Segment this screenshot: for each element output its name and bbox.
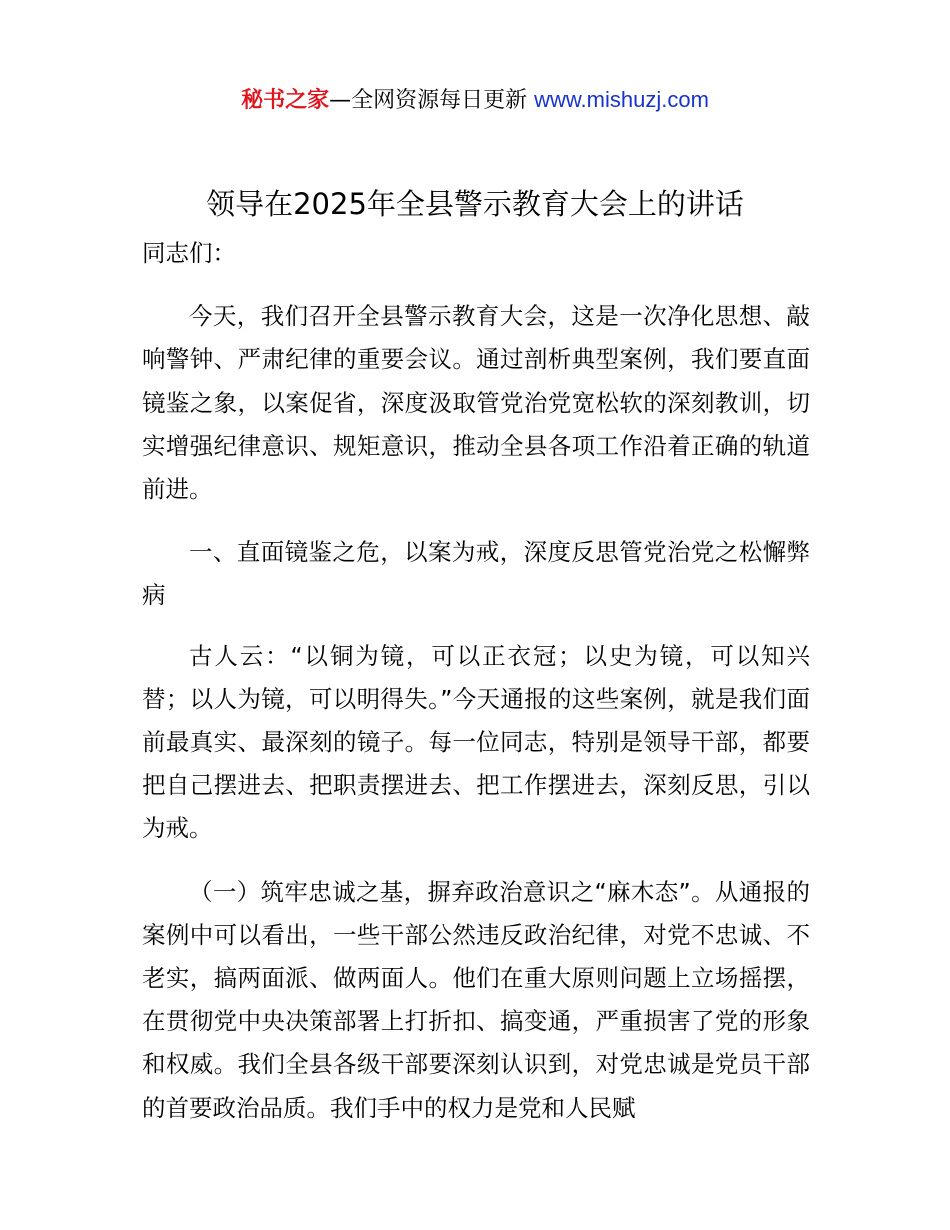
header-tagline: —全网资源每日更新 — [329, 88, 535, 113]
brand-name: 秘书之家 — [241, 88, 330, 113]
site-header — [0, 84, 950, 117]
document-title: 领导在2025年全县警示教育大会上的讲话 — [206, 187, 744, 221]
section-heading-1: 一、直面镜鉴之危，以案为戒，深度反思管党治党之松懈弊病 — [142, 538, 810, 610]
salutation: 同志们： — [142, 239, 236, 267]
paragraph-intro: 今天，我们召开全县警示教育大会，这是一次净化思想、敲响警钟、严肃纪律的重要会议。通过剖析典型案例，我们要直面镜鉴之象，以案促省，深度汲取管党治党宽松软的深刻教训，切实增强纪律意识、规矩意识，推动全县各项工作沿着正确的轨道前进。 — [142, 302, 810, 504]
paragraph-subsection-1: （一）筑牢忠诚之基，摒弃政治意识之“麻木态”。从通报的案例中可以看出，一些干部公然违反政治纪律，对党不忠诚、不老实，搞两面派、做两面人。他们在重大原则问题上立场摇摆，在贯彻党中央决策部署上打折扣、搞变通，严重损害了党的形象和权威。我们全县各级干部要深刻认识到，对党忠诚是党员干部的首要政治品质。我们手中的权力是党和人民赋 — [142, 877, 810, 1122]
document-body — [142, 232, 810, 1150]
paragraph-quote: 古人云：“以铜为镜，可以正衣冠；以史为镜，可以知兴替；以人为镜，可以明得失。”今天通报的这些案例，就是我们面前最真实、最深刻的镜子。每一位同志，特别是领导干部，都要把自己摆进去、把职责摆进去、把工作摆进去，深刻反思，引以为戒。 — [142, 641, 810, 843]
website-link[interactable]: www.mishuzj.com — [534, 87, 709, 112]
